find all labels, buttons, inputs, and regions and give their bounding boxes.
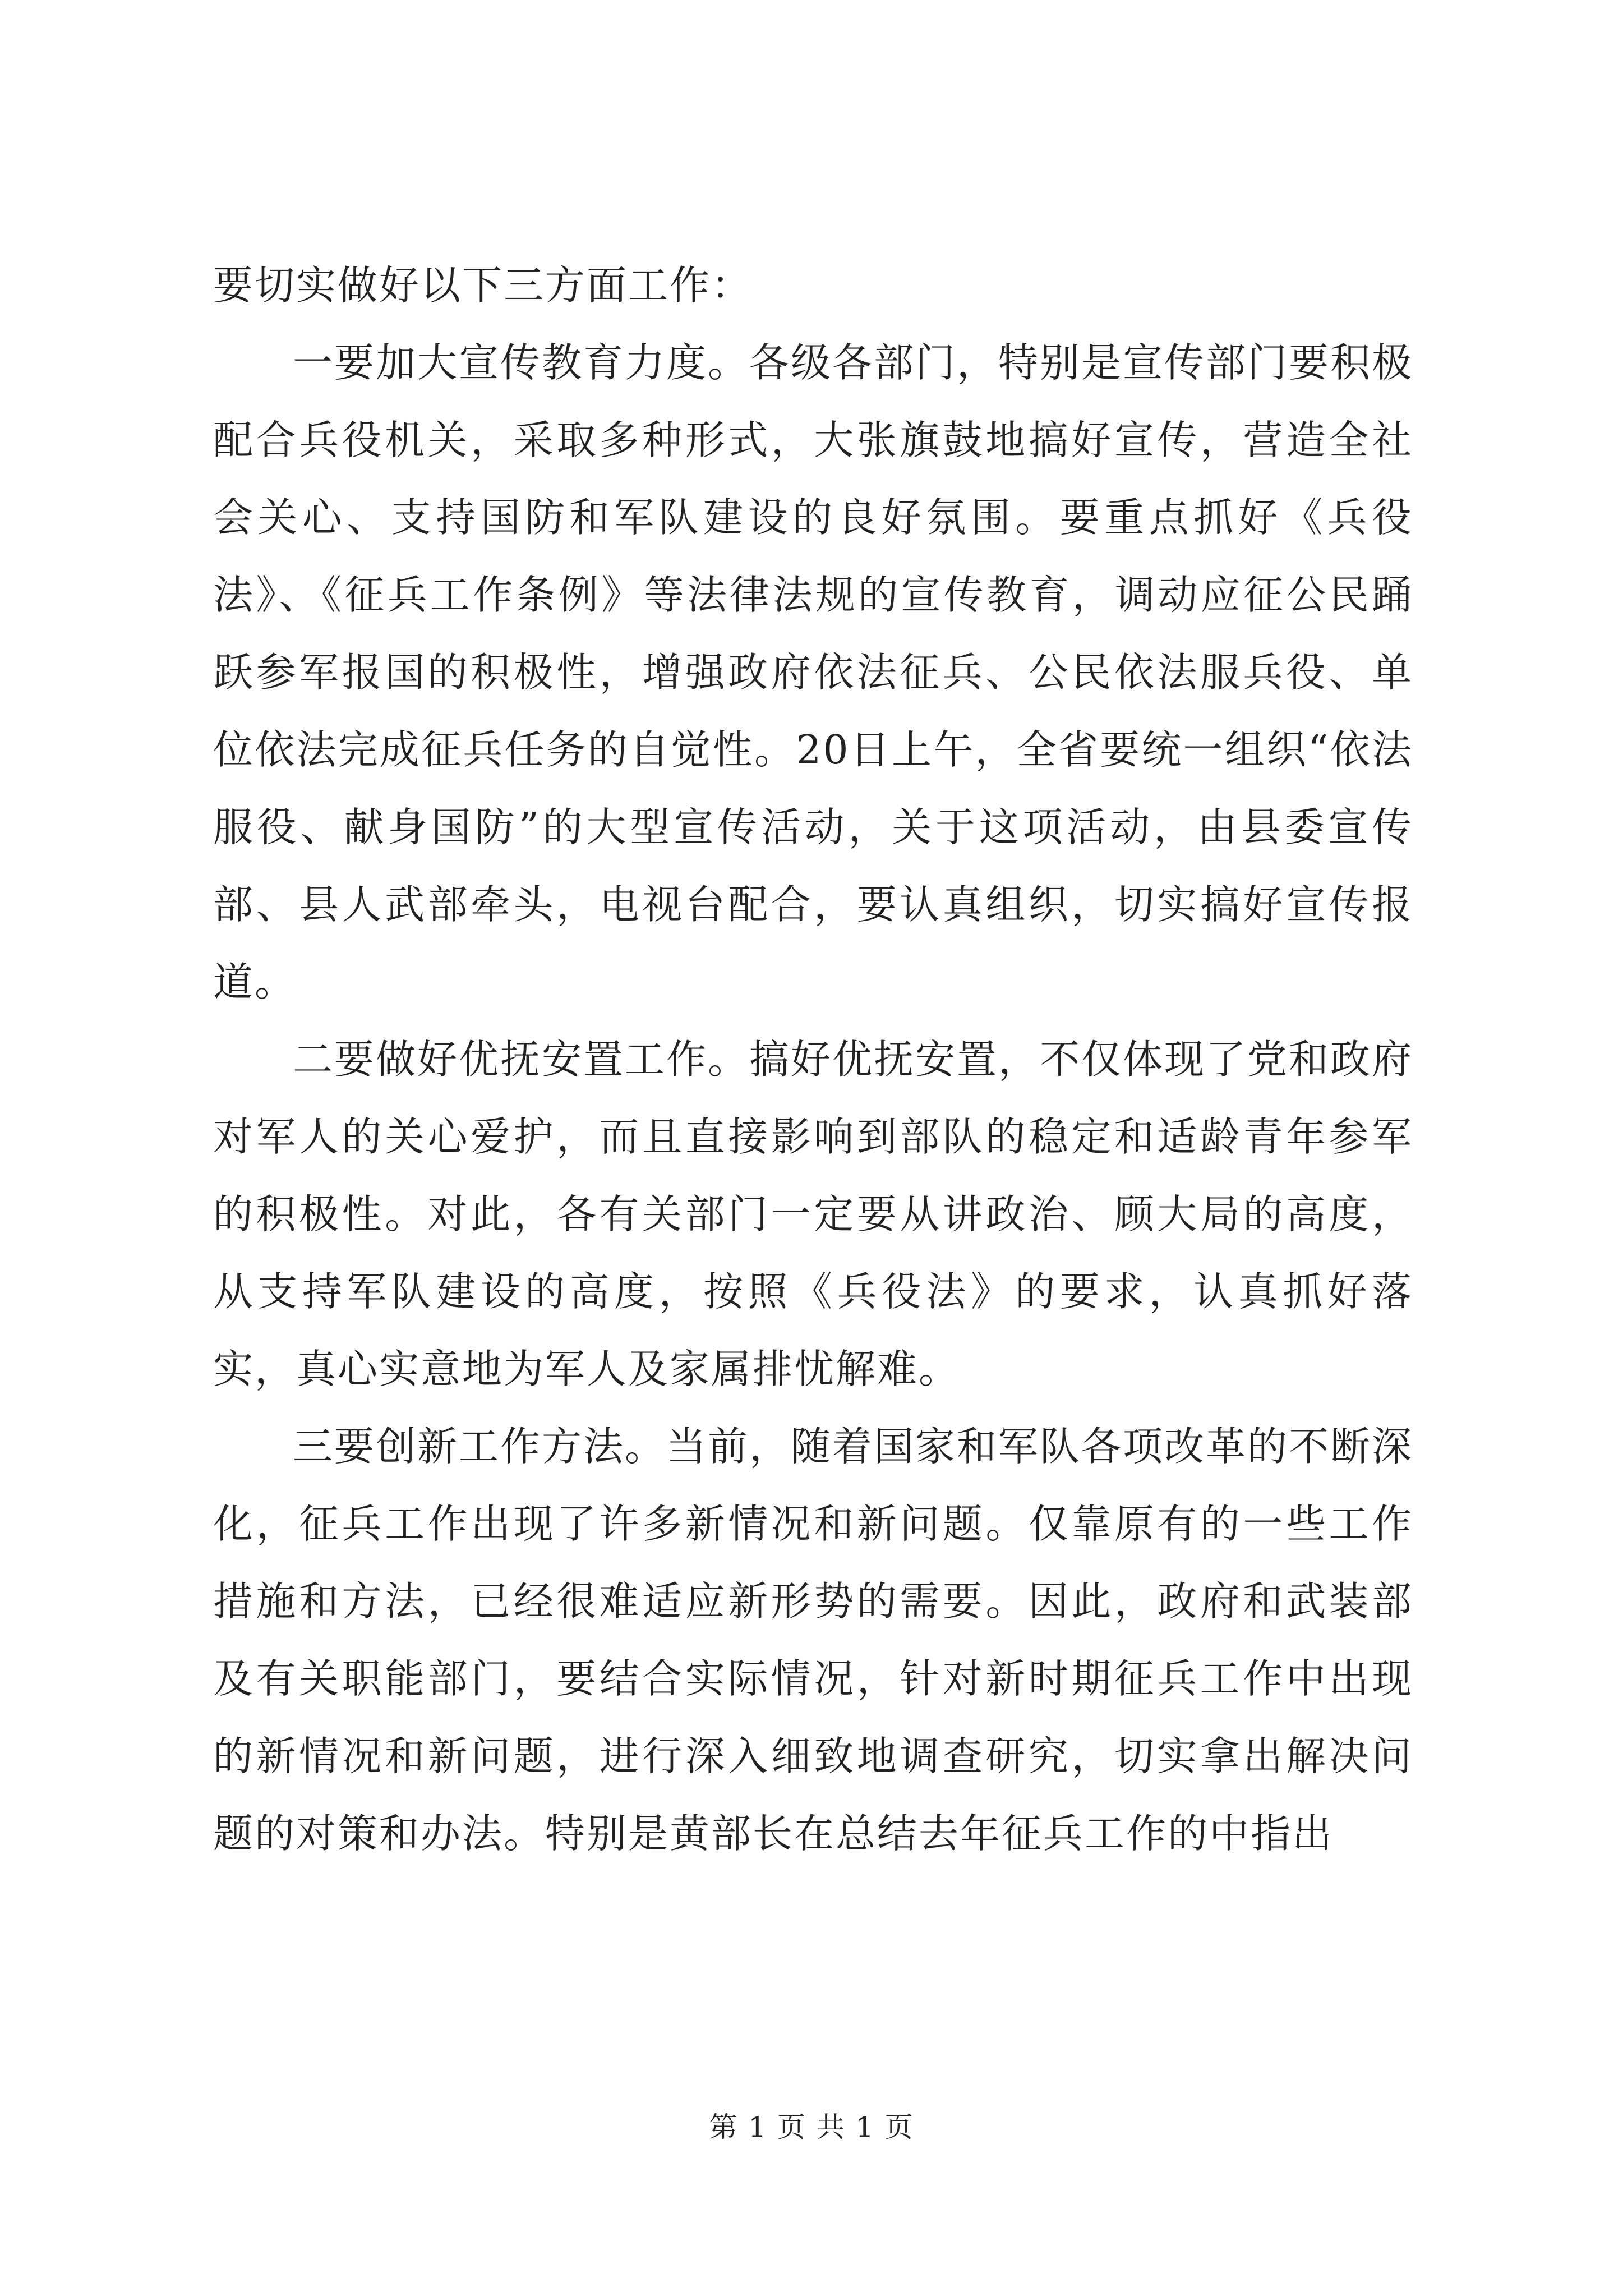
paragraph-resettlement: 二要做好优抚安置工作。搞好优抚安置，不仅体现了党和政府对军人的关心爱护，而且直接影响到部队的稳定和适龄青年参军的积极性。对此，各有关部门一定要从讲政治、顾大局的高度，从支持军队建设的高度，按照《兵役法》的要求，认真抓好落实，真心实意地为军人及家属排忧解难。 — [213, 1036, 1414, 1392]
page-number: 第 1 页 共 1 页 — [709, 2111, 914, 2143]
document-body — [213, 247, 1413, 1872]
paragraph-publicity: 一要加大宣传教育力度。各级各部门，特别是宣传部门要积极配合兵役机关，采取多种形式，大张旗鼓地搞好宣传，营造全社会关心、支持国防和军队建设的良好氛围。要重点抓好《兵役法》、《征兵工作条例》等法律法规的宣传教育，调动应征公民踊跃参军报国的积极性，增强政府依法征兵、公民依法服兵役、单位依法完成征兵任务的自觉性。20日上午，全省要统一组织“依法服役、献身国防”的大型宣传活动，关于这项活动，由县委宣传部、县人武部牵头，电视台配合，要认真组织，切实搞好宣传报道。 — [213, 339, 1414, 1005]
paragraph-innovation: 三要创新工作方法。当前，随着国家和军队各项改革的不断深化，征兵工作出现了许多新情况和新问题。仅靠原有的一些工作措施和方法，已经很难适应新形势的需要。因此，政府和武装部及有关职能部门，要结合实际情况，针对新时期征兵工作中出现的新情况和新问题，进行深入细致地调查研究，切实拿出解决问题的对策和办法。特别是黄部长在总结去年征兵工作的中指出 — [213, 1423, 1414, 1857]
paragraph-intro: 要切实做好以下三方面工作： — [213, 262, 753, 309]
